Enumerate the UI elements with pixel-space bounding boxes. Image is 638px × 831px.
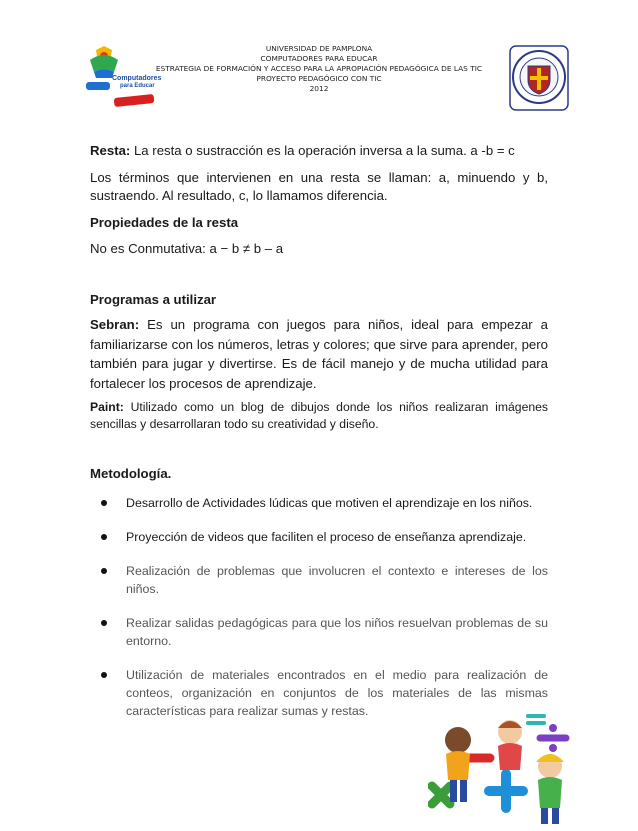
metodologia-list — [90, 494, 548, 720]
list-item — [90, 528, 548, 546]
sebran-label: Sebran: — [90, 317, 140, 332]
header-year: 2012 — [309, 84, 329, 93]
plus-symbol-icon — [489, 774, 523, 808]
universidad-pamplona-seal — [508, 44, 570, 112]
list-item-text: Proyección de videos que faciliten el proceso de enseñanza aprendizaje. — [126, 529, 527, 544]
header-strategy: ESTRATEGIA DE FORMACIÓN Y ACCESO PARA LA APROPIACIÓN PEDAGÓGICA DE LAS TIC — [155, 64, 483, 73]
header-university: UNIVERSIDAD DE PAMPLONA — [265, 44, 373, 53]
divide-symbol-icon — [540, 724, 566, 752]
bullet-icon — [101, 672, 107, 678]
svg-text:Computadores: Computadores — [112, 75, 162, 82]
metodologia-heading: Metodología. — [90, 466, 172, 481]
child-right-icon — [536, 754, 564, 824]
list-item-text: Utilización de materiales encontrados en el medio para realización de conteos, organización en conjuntos de los materiales de las mismas características para realizar sumas y restas. — [126, 667, 548, 718]
list-item-text: Desarrollo de Actividades lúdicas que motiven el aprendizaje en los niños. — [126, 495, 533, 510]
paint-paragraph — [90, 399, 548, 433]
multiply-symbol-icon — [432, 786, 450, 804]
header-project: PROYECTO PEDAGÓGICO CON TIC — [256, 74, 382, 83]
list-item — [90, 494, 548, 512]
bullet-icon — [101, 620, 107, 626]
header-program: COMPUTADORES PARA EDUCAR — [260, 54, 378, 63]
paint-label: Paint: — [90, 400, 124, 414]
svg-text:para Educar: para Educar — [120, 83, 155, 89]
bullet-icon — [101, 534, 107, 540]
bullet-icon — [101, 568, 107, 574]
propiedades-heading: Propiedades de la resta — [90, 214, 239, 230]
list-item — [90, 614, 548, 650]
resta-definition — [90, 142, 548, 161]
sebran-paragraph — [90, 315, 548, 393]
equals-symbol-icon — [528, 716, 544, 723]
resta-terms: Los términos que intervienen en una resta se llaman: a, minuendo y b, sustraendo. Al resultado, c, lo llamamos diferencia. — [90, 169, 548, 203]
list-item — [90, 562, 548, 598]
sebran-text: Es un programa con juegos para niños, ideal para empezar a familiarizarse con los números, letras y colores; que sirve para aprender, pero también para jugar y divertirse. Es de fácil manejo y de mucha utilidad para fortalecer los procesos de aprendizaje. — [90, 317, 548, 391]
list-item-text: Realizar salidas pedagógicas para que los niños resuelvan problemas de su entorno. — [126, 615, 548, 648]
child-middle-icon — [498, 720, 522, 770]
programas-heading: Programas a utilizar — [90, 291, 217, 307]
bullet-icon — [101, 500, 107, 506]
list-item-text: Realización de problemas que involucren el contexto e intereses de los niños. — [126, 563, 548, 596]
propiedades-text: No es Conmutativa: a − b ≠ b – a — [90, 241, 284, 256]
kids-math-illustration — [428, 708, 578, 826]
resta-label: Resta: — [90, 143, 131, 158]
paint-text: Utilizado como un blog de dibujos donde los niños realizaran imágenes sencillas y desarrollaran todo su creatividad y diseño. — [90, 400, 548, 431]
resta-text: La resta o sustracción es la operación inversa a la suma. a -b = c — [130, 143, 515, 158]
main-content — [90, 142, 548, 720]
